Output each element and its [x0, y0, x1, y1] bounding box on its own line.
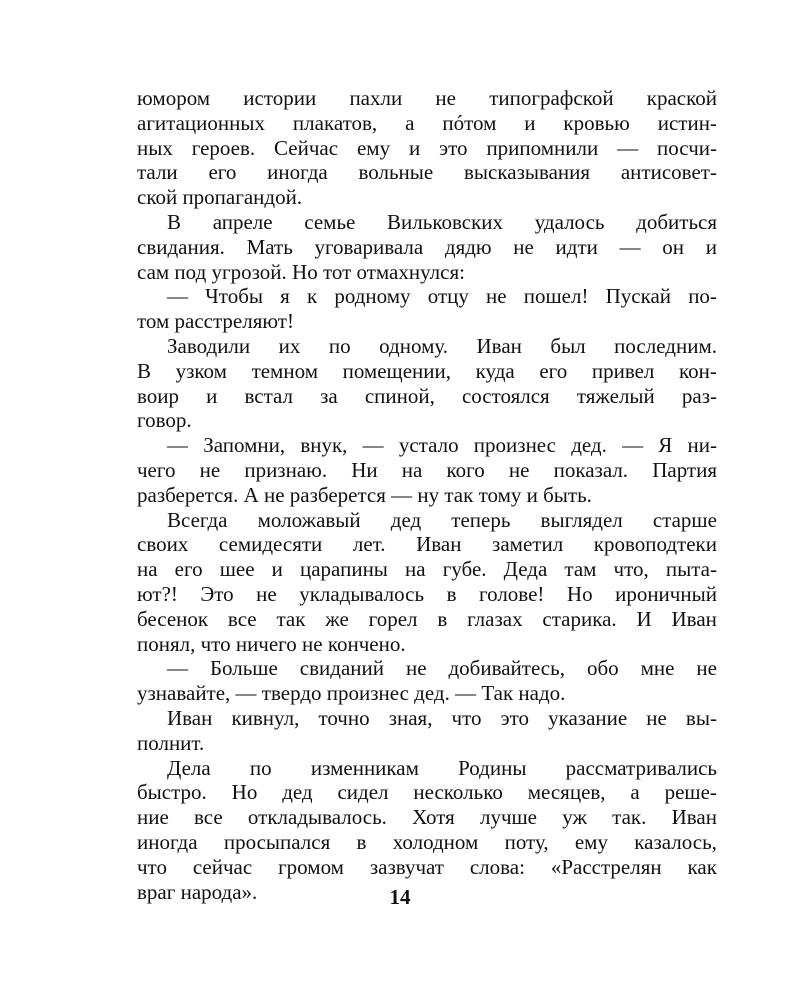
text-line: что сейчас громом зазвучат слова: «Расстрелян как: [137, 854, 717, 879]
text-line: ние все откладывалось. Хотя лучше уж так. Иван: [137, 805, 717, 830]
text-line: воир и встал за спиной, состоялся тяжелый раз-: [137, 383, 717, 408]
text-line: на его шее и царапины на губе. Деда там что, пыта-: [137, 557, 717, 582]
paragraph: [137, 656, 717, 706]
text-line: ют?! Это не укладывалось в голове! Но ироничный: [137, 581, 717, 606]
text-line: Заводили их по одному. Иван был последним.: [167, 333, 717, 358]
text-line: разберется. А не разберется — ну так тому и быть.: [137, 482, 592, 507]
text-line: понял, что ничего не кончено.: [137, 631, 406, 656]
text-line: том расстреляют!: [137, 309, 294, 334]
text-line: ных героев. Сейчас ему и это припомнили — посчи-: [137, 135, 717, 160]
text-line: бесенок все так же горел в глазах старика. И Иван: [137, 606, 717, 631]
text-line: — Запомни, внук, — устало произнес дед. — Я ни-: [167, 433, 717, 458]
paragraph: [137, 433, 717, 507]
text-line: Дела по изменникам Родины рассматривались: [167, 755, 717, 780]
text-line: говор.: [137, 408, 192, 433]
page-number: 14: [389, 885, 411, 909]
paragraph: [137, 756, 717, 905]
text-line: ской пропагандой.: [137, 185, 303, 210]
text-line: тали его иногда вольные высказывания антисовет-: [137, 160, 717, 185]
paragraph: [137, 334, 717, 433]
text-line: свидания. Мать уговаривала дядю не идти — он и: [137, 234, 717, 259]
text-line: Иван кивнул, точно зная, что это указание не вы-: [167, 705, 717, 730]
paragraph: [137, 284, 717, 334]
paragraph: [137, 706, 717, 756]
page-text: [137, 86, 717, 904]
text-line: своих семидесяти лет. Иван заметил кровоподтеки: [137, 532, 717, 557]
text-line: Всегда моложавый дед теперь выглядел старше: [167, 507, 717, 532]
text-line: юмором истории пахли не типографской краской: [137, 86, 717, 110]
text-line: сам под угрозой. Но тот отмахнулся:: [137, 259, 465, 284]
paragraph: [137, 508, 717, 657]
text-line: полнит.: [137, 730, 205, 755]
text-line: узнавайте, — твердо произнес дед. — Так надо.: [137, 681, 566, 706]
text-line: — Больше свиданий не добивайтесь, обо мне не: [167, 656, 717, 681]
text-line: В апреле семье Вильковских удалось добиться: [167, 209, 717, 234]
text-line: быстро. Но дед сидел несколько месяцев, а реше-: [137, 780, 717, 805]
text-line: агитационных плакатов, а пóтом и кровью истин-: [137, 110, 717, 135]
text-line: В узком темном помещении, куда его привел кон-: [137, 358, 717, 383]
text-line: иногда просыпался в холодном поту, ему казалось,: [137, 829, 717, 854]
text-line: враг народа».: [137, 879, 258, 904]
text-line: чего не признаю. Ни на кого не показал. Партия: [137, 457, 717, 482]
paragraph: [137, 210, 717, 284]
text-line: — Чтобы я к родному отцу не пошел! Пускай по-: [167, 284, 717, 309]
paragraph: [137, 86, 717, 210]
